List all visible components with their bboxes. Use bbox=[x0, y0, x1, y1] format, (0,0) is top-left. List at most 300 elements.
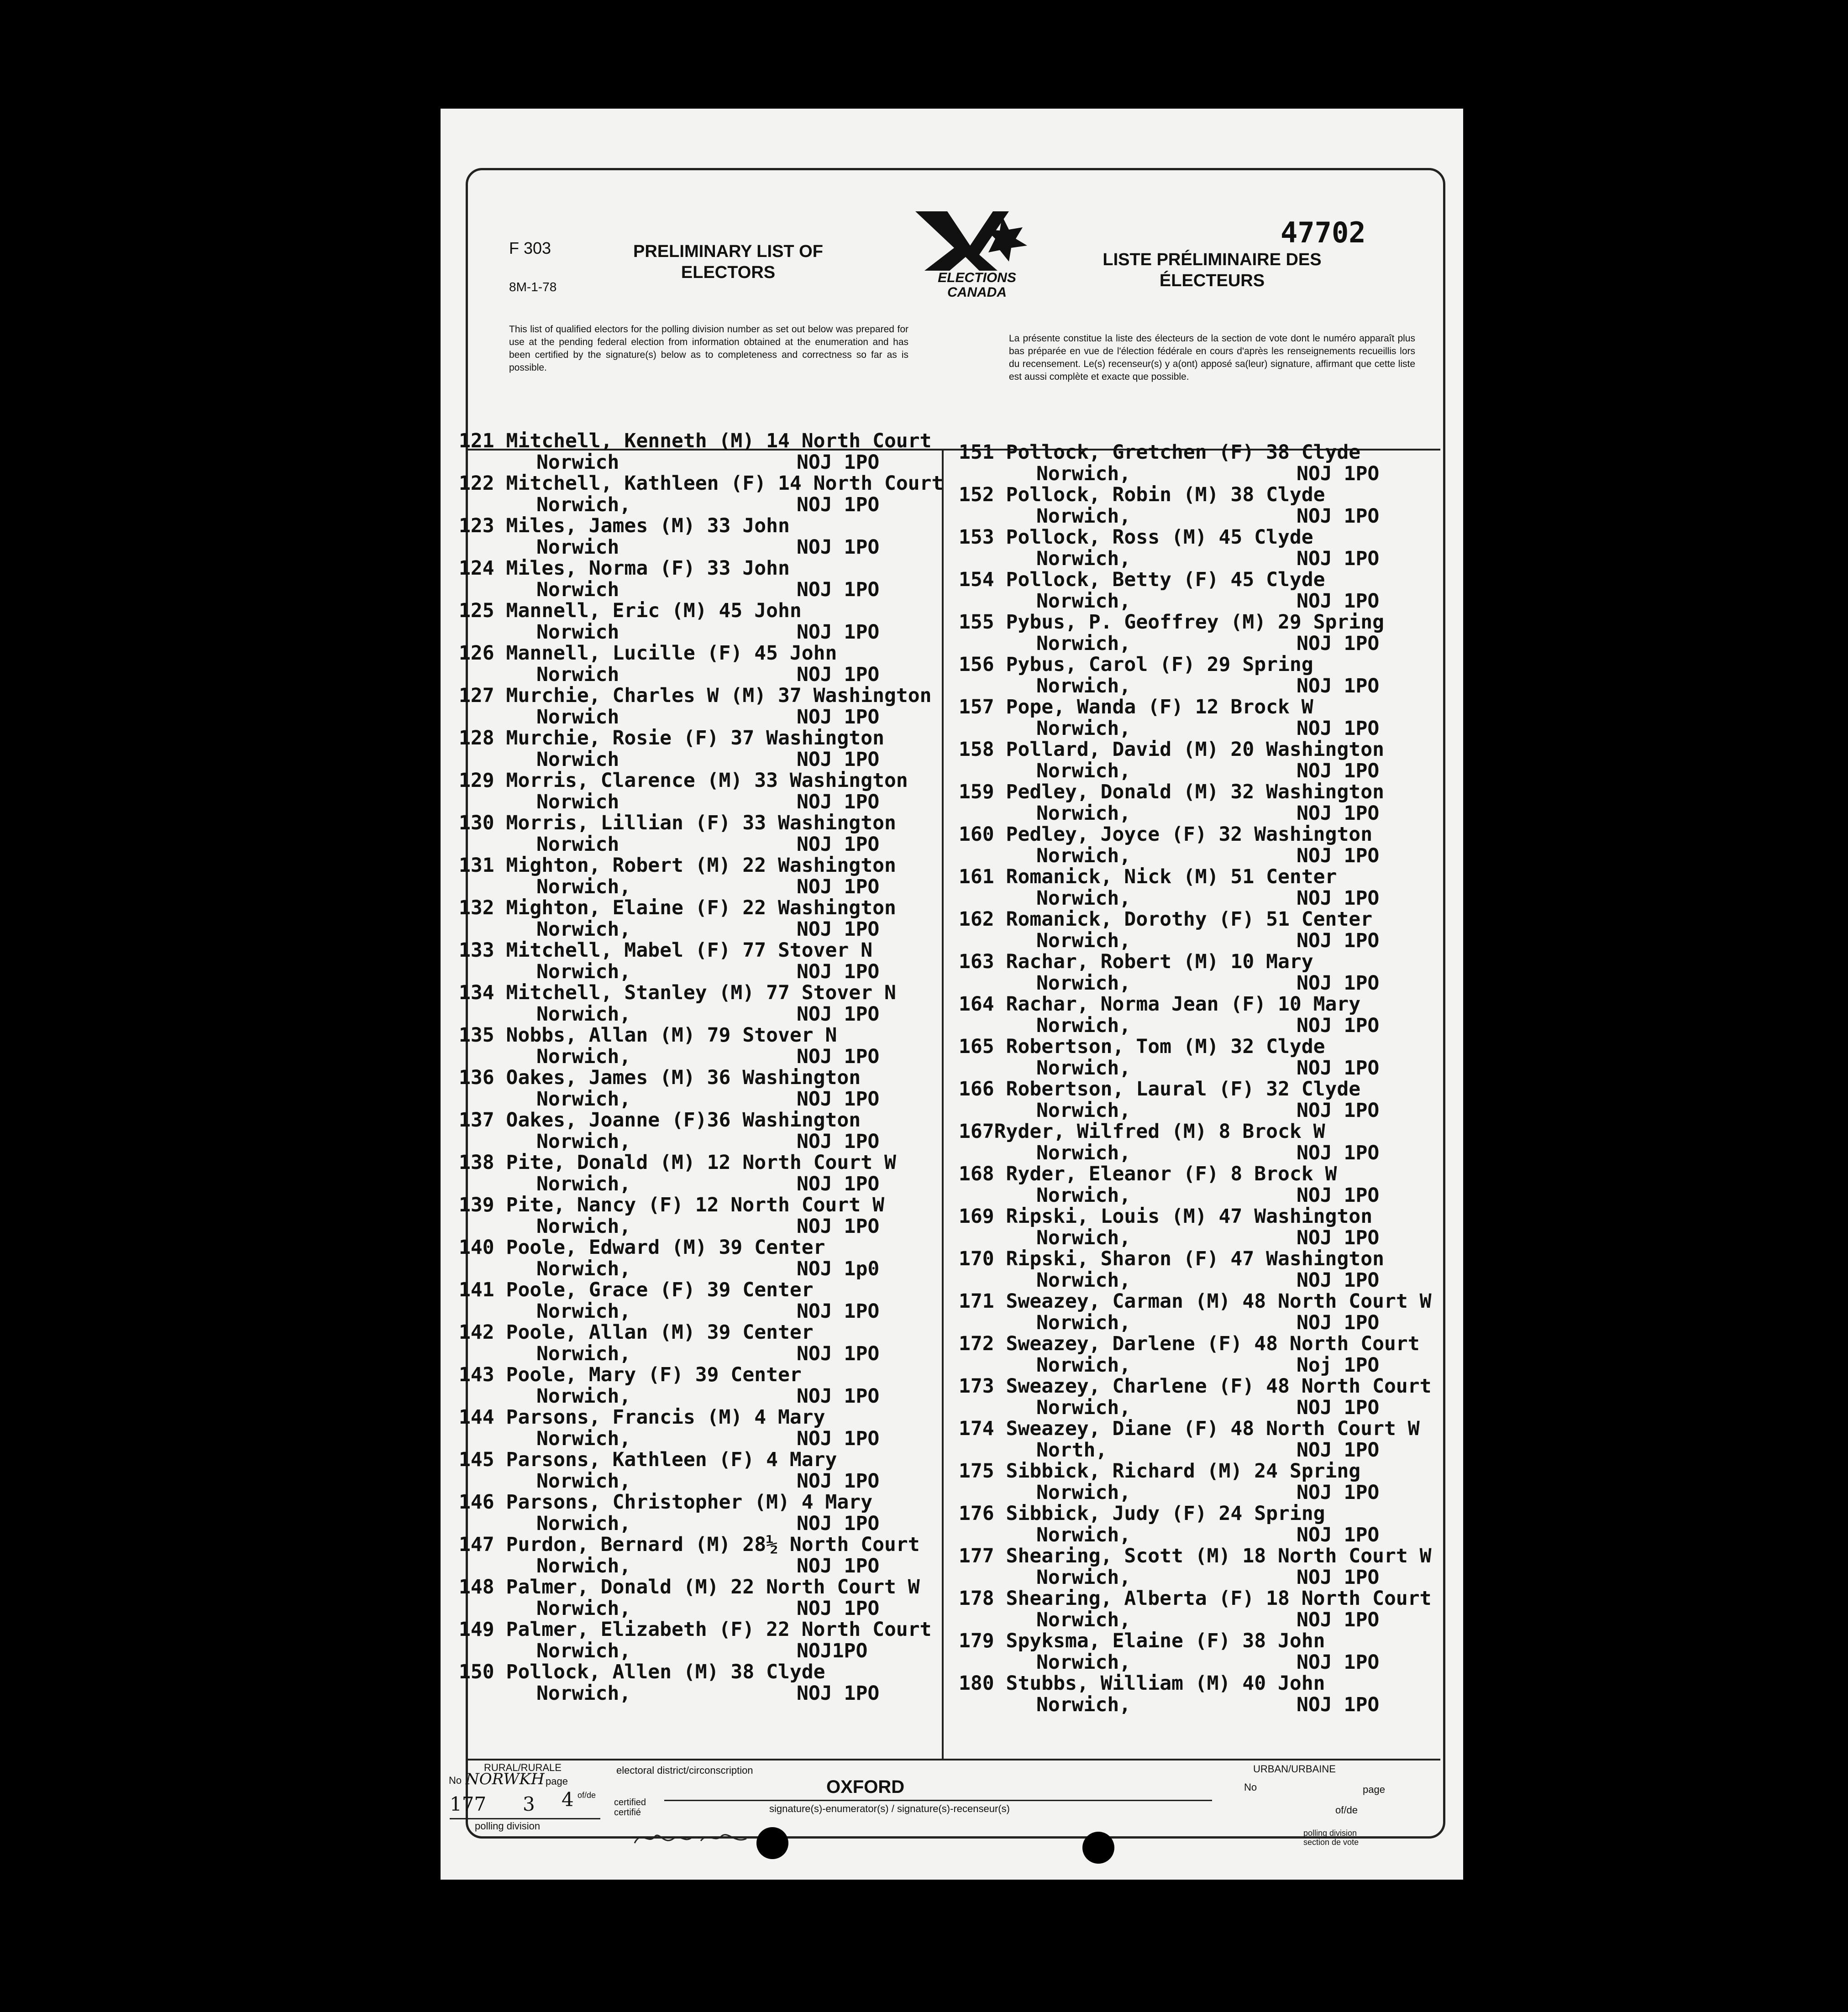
elector-town: Norwich, bbox=[536, 1639, 631, 1662]
elector-town: Norwich, bbox=[536, 1087, 631, 1111]
elector-town: Norwich bbox=[536, 705, 620, 728]
elector-name-address: 174 Sweazey, Diane (F) 48 North Court W bbox=[959, 1417, 1420, 1440]
polling-division-number: 177 bbox=[450, 1793, 487, 1815]
elector-name-address: 154 Pollock, Betty (F) 45 Clyde bbox=[959, 568, 1325, 591]
elector-town: Norwich, bbox=[1036, 1693, 1131, 1716]
elector-name-address: 155 Pybus, P. Geoffrey (M) 29 Spring bbox=[959, 611, 1384, 634]
elector-town-row bbox=[459, 1471, 943, 1492]
elector-town: Norwich, bbox=[536, 1172, 631, 1195]
urban-label: URBAN/URBAINE bbox=[1253, 1763, 1336, 1775]
elector-town: Norwich, bbox=[1036, 929, 1131, 952]
elector-town: Norwich, bbox=[536, 1045, 631, 1068]
elector-entry bbox=[459, 1067, 943, 1110]
elector-entry bbox=[459, 600, 943, 643]
elector-town-row bbox=[459, 876, 943, 898]
elector-town: Norwich, bbox=[536, 1597, 631, 1620]
elector-town-row bbox=[959, 1440, 1432, 1461]
elector-town-row bbox=[459, 452, 943, 473]
signature-line bbox=[664, 1800, 1212, 1801]
elector-town: Norwich, bbox=[536, 493, 631, 516]
elector-town-row bbox=[959, 1482, 1432, 1504]
elector-town-row bbox=[959, 718, 1432, 739]
elector-postal-code: NOJ 1PO bbox=[1297, 589, 1380, 613]
elector-name-address: 178 Shearing, Alberta (F) 18 North Court bbox=[959, 1587, 1432, 1610]
elector-town: Norwich, bbox=[1036, 1099, 1131, 1122]
elector-town-row bbox=[459, 579, 943, 601]
elector-name-address: 126 Mannell, Lucille (F) 45 John bbox=[459, 642, 837, 665]
elector-entry bbox=[459, 1364, 943, 1407]
elector-entry bbox=[459, 770, 943, 812]
elector-name-address: 144 Parsons, Francis (M) 4 Mary bbox=[459, 1406, 825, 1429]
elector-entry bbox=[959, 1503, 1432, 1546]
elector-name-address: 177 Shearing, Scott (M) 18 North Court W bbox=[959, 1545, 1432, 1567]
elector-name-address: 132 Mighton, Elaine (F) 22 Washington bbox=[459, 896, 896, 919]
elector-town-row bbox=[959, 1355, 1432, 1376]
elector-entry bbox=[959, 1206, 1432, 1248]
elector-town: Norwich, bbox=[1036, 1184, 1131, 1207]
elector-postal-code: NOJ 1PO bbox=[797, 705, 880, 728]
elector-town-row bbox=[959, 1270, 1432, 1291]
elector-postal-code: NOJ 1PO bbox=[797, 1512, 880, 1535]
elector-entry bbox=[959, 1376, 1432, 1418]
page-label: page bbox=[546, 1776, 568, 1787]
intro-french: La présente constitue la liste des électeurs de la section de vote dont le numéro apparaît plus bas préparée en vue de l'élection fédérale en cours d'après les renseignements recueillis lors du recensement. Le(s) recenseur(s) y a(ont) apposé sa(leur) signature, affirmant que cette liste est aussi complète et exacte que possible. bbox=[1009, 333, 1415, 382]
elector-entry bbox=[459, 685, 943, 728]
elector-town-row bbox=[959, 973, 1432, 994]
elector-town-row bbox=[459, 1216, 943, 1237]
elector-name-address: 141 Poole, Grace (F) 39 Center bbox=[459, 1278, 814, 1301]
elector-name-address: 162 Romanick, Dorothy (F) 51 Center bbox=[959, 908, 1373, 931]
elector-town-row bbox=[959, 760, 1432, 782]
elector-entry bbox=[959, 612, 1432, 654]
polling-division-line bbox=[450, 1818, 600, 1819]
elector-town: Norwich, bbox=[536, 1512, 631, 1535]
elector-name-address: 146 Parsons, Christopher (M) 4 Mary bbox=[459, 1491, 873, 1514]
elector-entry bbox=[459, 558, 943, 600]
elector-name-address: 157 Pope, Wanda (F) 12 Brock W bbox=[959, 696, 1313, 718]
elector-town-row bbox=[459, 707, 943, 728]
elector-town-row bbox=[459, 622, 943, 643]
elector-town: Norwich, bbox=[536, 1299, 631, 1323]
elector-town: North, bbox=[1036, 1438, 1108, 1462]
elector-town: Norwich, bbox=[1036, 1650, 1131, 1674]
elector-postal-code: NOJ 1PO bbox=[797, 451, 880, 474]
elector-town-row bbox=[959, 1312, 1432, 1334]
elector-town-row bbox=[459, 1174, 943, 1195]
elector-postal-code: NOJ 1PO bbox=[1297, 1650, 1380, 1674]
electors-column-left bbox=[459, 430, 943, 1704]
polling-division-label: polling division bbox=[475, 1820, 541, 1832]
elector-town: Norwich, bbox=[536, 1215, 631, 1238]
punch-hole-left bbox=[756, 1827, 788, 1859]
elector-town: Norwich, bbox=[1036, 504, 1131, 528]
elector-name-address: 129 Morris, Clarence (M) 33 Washington bbox=[459, 769, 908, 792]
elector-entry bbox=[959, 1461, 1432, 1503]
elector-name-address: 145 Parsons, Kathleen (F) 4 Mary bbox=[459, 1448, 837, 1471]
signature-label: signature(s)-enumerator(s) / signature(s)-recenseur(s) bbox=[769, 1803, 1010, 1814]
elector-name-address: 170 Ripski, Sharon (F) 47 Washington bbox=[959, 1247, 1384, 1270]
elector-postal-code: NOJ 1PO bbox=[797, 1427, 880, 1450]
urban-of-label: of/de bbox=[1335, 1804, 1358, 1816]
elector-town: Norwich bbox=[536, 833, 620, 856]
elector-name-address: 125 Mannell, Eric (M) 45 John bbox=[459, 599, 802, 622]
elector-name-address: 168 Ryder, Eleanor (F) 8 Brock W bbox=[959, 1163, 1337, 1185]
elector-postal-code: NOJ 1PO bbox=[797, 1045, 880, 1068]
of-pages: 4 bbox=[562, 1788, 574, 1811]
elector-entry bbox=[959, 527, 1432, 569]
elector-town-row bbox=[959, 1015, 1432, 1037]
urban-page-label: page bbox=[1363, 1784, 1385, 1795]
elector-town-row bbox=[959, 803, 1432, 824]
title-french: LISTE PRÉLIMINAIRE DES ÉLECTEURS bbox=[1102, 250, 1322, 290]
elector-town-row bbox=[959, 463, 1432, 485]
elector-name-address: 139 Pite, Nancy (F) 12 North Court W bbox=[459, 1194, 884, 1216]
elector-name-address: 148 Palmer, Donald (M) 22 North Court W bbox=[459, 1576, 920, 1598]
elector-name-address: 136 Oakes, James (M) 36 Washington bbox=[459, 1066, 861, 1089]
elector-town-row bbox=[459, 1598, 943, 1619]
elector-postal-code: NOJ 1PO bbox=[1297, 504, 1380, 528]
elector-entry bbox=[959, 1079, 1432, 1121]
form-number: F 303 bbox=[509, 239, 551, 257]
elector-town: Norwich bbox=[536, 535, 620, 559]
elector-entry bbox=[959, 1333, 1432, 1376]
elector-town-row bbox=[459, 1343, 943, 1365]
elector-postal-code: NOJ 1p0 bbox=[797, 1257, 880, 1280]
elector-entry bbox=[459, 728, 943, 770]
elector-town: Norwich, bbox=[1036, 632, 1131, 655]
elector-postal-code: NOJ 1PO bbox=[1297, 1056, 1380, 1079]
elector-town: Norwich bbox=[536, 451, 620, 474]
elector-town: Norwich, bbox=[536, 1342, 631, 1365]
elector-name-address: 151 Pollock, Gretchen (F) 38 Clyde bbox=[959, 441, 1361, 464]
elector-town-row bbox=[459, 749, 943, 770]
elector-postal-code: NOJ 1PO bbox=[1297, 1311, 1380, 1334]
elector-town-row bbox=[959, 845, 1432, 867]
elector-entry bbox=[459, 940, 943, 982]
elector-postal-code: NOJ 1PO bbox=[797, 748, 880, 771]
elector-entry bbox=[459, 1492, 943, 1534]
elector-town-row bbox=[459, 1556, 943, 1577]
elector-entry bbox=[459, 1279, 943, 1322]
elector-postal-code: NOJ 1PO bbox=[797, 1597, 880, 1620]
elector-town-row bbox=[959, 591, 1432, 612]
elector-postal-code: NOJ 1PO bbox=[1297, 1099, 1380, 1122]
elector-town: Norwich, bbox=[1036, 1566, 1131, 1589]
elector-town-row bbox=[959, 1185, 1432, 1206]
elector-postal-code: NOJ 1PO bbox=[1297, 802, 1380, 825]
elector-postal-code: NOJ 1PO bbox=[797, 833, 880, 856]
elector-name-address: 122 Mitchell, Kathleen (F) 14 North Court bbox=[459, 472, 944, 495]
elector-town-row bbox=[459, 961, 943, 983]
elector-town: Norwich, bbox=[1036, 674, 1131, 697]
elector-entry bbox=[459, 812, 943, 855]
elector-entry bbox=[959, 994, 1432, 1036]
elector-postal-code: NOJ 1PO bbox=[797, 1554, 880, 1577]
elector-town-row bbox=[959, 930, 1432, 952]
elector-entry bbox=[459, 1110, 943, 1152]
elector-name-address: 134 Mitchell, Stanley (M) 77 Stover N bbox=[459, 981, 896, 1004]
elector-town: Norwich, bbox=[1036, 971, 1131, 995]
elector-name-address: 179 Spyksma, Elaine (F) 38 John bbox=[959, 1630, 1325, 1652]
elector-town: Norwich, bbox=[1036, 802, 1131, 825]
elector-name-address: 152 Pollock, Robin (M) 38 Clyde bbox=[959, 483, 1325, 506]
elector-entry bbox=[959, 951, 1432, 994]
elector-town: Norwich, bbox=[1036, 1523, 1131, 1546]
elector-entry bbox=[459, 897, 943, 940]
elector-town-row bbox=[959, 1694, 1432, 1716]
elector-postal-code: NOJ 1PO bbox=[1297, 1438, 1380, 1462]
elector-entry bbox=[959, 697, 1432, 739]
elector-name-address: 175 Sibbick, Richard (M) 24 Spring bbox=[959, 1460, 1361, 1483]
elector-town: Norwich, bbox=[1036, 759, 1131, 782]
elector-name-address: 153 Pollock, Ross (M) 45 Clyde bbox=[959, 526, 1313, 549]
elector-name-address: 131 Mighton, Robert (M) 22 Washington bbox=[459, 854, 896, 877]
elector-town: Norwich, bbox=[536, 1427, 631, 1450]
sheet-number: 47702 bbox=[1281, 216, 1366, 249]
elector-name-address: 176 Sibbick, Judy (F) 24 Spring bbox=[959, 1502, 1325, 1525]
elector-postal-code: NOJ 1PO bbox=[797, 620, 880, 644]
elector-entry bbox=[959, 1546, 1432, 1588]
elector-entry bbox=[459, 1322, 943, 1364]
footer-rule bbox=[468, 1759, 1440, 1760]
elector-postal-code: NOJ 1PO bbox=[1297, 844, 1380, 867]
elector-town-row bbox=[459, 1386, 943, 1407]
elector-town: Norwich, bbox=[536, 1469, 631, 1493]
elector-postal-code: NOJ 1PO bbox=[1297, 1481, 1380, 1504]
punch-hole-right bbox=[1082, 1832, 1114, 1864]
elector-town-row bbox=[459, 834, 943, 855]
elector-entry bbox=[959, 442, 1432, 484]
elector-entry bbox=[459, 855, 943, 897]
elector-name-address: 161 Romanick, Nick (M) 51 Center bbox=[959, 865, 1337, 888]
elector-name-address: 159 Pedley, Donald (M) 32 Washington bbox=[959, 781, 1384, 803]
elector-town-row bbox=[959, 1227, 1432, 1249]
elector-entry bbox=[459, 643, 943, 685]
elector-town: Norwich, bbox=[1036, 1141, 1131, 1164]
elector-name-address: 167Ryder, Wilfred (M) 8 Brock W bbox=[959, 1120, 1325, 1143]
elector-postal-code: NOJ 1PO bbox=[1297, 1226, 1380, 1249]
elector-town: Norwich, bbox=[1036, 589, 1131, 613]
elector-entry bbox=[459, 1407, 943, 1449]
elector-town: Norwich bbox=[536, 748, 620, 771]
elector-town-row bbox=[459, 664, 943, 686]
elector-postal-code: NOJ1PO bbox=[797, 1639, 868, 1662]
elector-town: Norwich, bbox=[1036, 1014, 1131, 1037]
elector-entry bbox=[959, 569, 1432, 612]
elector-town: Norwich, bbox=[1036, 1353, 1131, 1377]
elector-name-address: 140 Poole, Edward (M) 39 Center bbox=[459, 1236, 825, 1259]
elector-entry bbox=[959, 1418, 1432, 1461]
elector-name-address: 169 Ripski, Louis (M) 47 Washington bbox=[959, 1205, 1373, 1228]
elector-name-address: 124 Miles, Norma (F) 33 John bbox=[459, 557, 790, 580]
elector-name-address: 135 Nobbs, Allan (M) 79 Stover N bbox=[459, 1024, 837, 1047]
elector-entry bbox=[959, 1248, 1432, 1291]
elector-town: Norwich, bbox=[1036, 844, 1131, 867]
elector-name-address: 138 Pite, Donald (M) 12 North Court W bbox=[459, 1151, 896, 1174]
elector-postal-code: NOJ 1PO bbox=[1297, 1014, 1380, 1037]
elector-entry bbox=[959, 909, 1432, 951]
enumerator-signature bbox=[632, 1825, 751, 1852]
elector-name-address: 121 Mitchell, Kenneth (M) 14 North Court bbox=[459, 430, 932, 452]
elector-entry bbox=[959, 866, 1432, 909]
elector-postal-code: NOJ 1PO bbox=[1297, 886, 1380, 910]
elector-town-row bbox=[459, 1004, 943, 1025]
elector-town: Norwich bbox=[536, 790, 620, 813]
title-english: PRELIMINARY LIST OF ELECTORS bbox=[633, 242, 823, 282]
elector-postal-code: NOJ 1PO bbox=[797, 1299, 880, 1323]
elector-town-row bbox=[959, 1609, 1432, 1631]
elector-town-row bbox=[959, 1397, 1432, 1419]
elector-name-address: 150 Pollock, Allen (M) 38 Clyde bbox=[459, 1661, 825, 1683]
elector-entry bbox=[459, 1577, 943, 1619]
elector-postal-code: NOJ 1PO bbox=[1297, 1566, 1380, 1589]
elector-postal-code: NOJ 1PO bbox=[797, 1384, 880, 1408]
elector-entry bbox=[959, 1291, 1432, 1333]
elector-name-address: 147 Purdon, Bernard (M) 28½ North Court bbox=[459, 1533, 920, 1556]
elector-entry bbox=[959, 1163, 1432, 1206]
elector-town: Norwich, bbox=[536, 960, 631, 983]
elector-postal-code: NOJ 1PO bbox=[1297, 547, 1380, 570]
elector-postal-code: NOJ 1PO bbox=[1297, 1608, 1380, 1631]
elector-town-row bbox=[459, 1046, 943, 1068]
elector-town-row bbox=[459, 1131, 943, 1153]
elector-town: Norwich, bbox=[536, 1257, 631, 1280]
district-label: electoral district/circonscription bbox=[616, 1765, 753, 1776]
elector-postal-code: NOJ 1PO bbox=[1297, 759, 1380, 782]
elector-town: Norwich, bbox=[536, 1554, 631, 1577]
elector-name-address: 173 Sweazey, Charlene (F) 48 North Court bbox=[959, 1375, 1432, 1398]
elector-town: Norwich, bbox=[1036, 547, 1131, 570]
page-number: 3 bbox=[523, 1793, 535, 1815]
elector-name-address: 164 Rachar, Norma Jean (F) 10 Mary bbox=[959, 993, 1361, 1016]
elector-town: Norwich, bbox=[1036, 1396, 1131, 1419]
elector-town: Norwich, bbox=[1036, 717, 1131, 740]
elector-postal-code: NOJ 1PO bbox=[797, 1172, 880, 1195]
form-date: 8M-1-78 bbox=[509, 280, 557, 294]
elector-entry bbox=[459, 1449, 943, 1492]
elector-entry bbox=[959, 1036, 1432, 1079]
elector-name-address: 171 Sweazey, Carman (M) 48 North Court W bbox=[959, 1290, 1432, 1313]
elector-name-address: 172 Sweazey, Darlene (F) 48 North Court bbox=[959, 1332, 1420, 1355]
elector-name-address: 156 Pybus, Carol (F) 29 Spring bbox=[959, 653, 1313, 676]
intro-english: This list of qualified electors for the polling division number as set out below was prepared for use at the pending federal election from information obtained at the enumeration and has been certified by the signature(s) below as to completeness and correctness so far as is possible. bbox=[509, 324, 908, 373]
urban-no-label: No bbox=[1244, 1781, 1257, 1793]
elector-entry bbox=[459, 1534, 943, 1577]
district-name: OXFORD bbox=[826, 1777, 905, 1797]
elector-postal-code: NOJ 1PO bbox=[1297, 674, 1380, 697]
elector-postal-code: NOJ 1PO bbox=[797, 1342, 880, 1365]
elector-entry bbox=[959, 654, 1432, 697]
elector-postal-code: NOJ 1PO bbox=[797, 875, 880, 898]
elector-name-address: 128 Murchie, Rosie (F) 37 Washington bbox=[459, 727, 884, 749]
elector-postal-code: NOJ 1PO bbox=[1297, 1268, 1380, 1292]
elector-town-row bbox=[459, 1258, 943, 1280]
elector-town-row bbox=[959, 1100, 1432, 1121]
elector-name-address: 160 Pedley, Joyce (F) 32 Washington bbox=[959, 823, 1373, 846]
elector-name-address: 163 Rachar, Robert (M) 10 Mary bbox=[959, 950, 1313, 973]
elector-name-address: 180 Stubbs, William (M) 40 John bbox=[959, 1672, 1325, 1695]
elector-entry bbox=[459, 1237, 943, 1279]
elector-postal-code: NOJ 1PO bbox=[797, 960, 880, 983]
elector-name-address: 165 Robertson, Tom (M) 32 Clyde bbox=[959, 1035, 1325, 1058]
elector-entry bbox=[459, 473, 943, 515]
elector-postal-code: NOJ 1PO bbox=[1297, 632, 1380, 655]
elector-town-row bbox=[959, 1652, 1432, 1673]
elector-postal-code: NOJ 1PO bbox=[1297, 1523, 1380, 1546]
elector-town-row bbox=[959, 1525, 1432, 1546]
elector-name-address: 130 Morris, Lillian (F) 33 Washington bbox=[459, 812, 896, 834]
elector-postal-code: NOJ 1PO bbox=[1297, 1396, 1380, 1419]
elector-postal-code: NOJ 1PO bbox=[797, 663, 880, 686]
elector-town: Norwich, bbox=[536, 1130, 631, 1153]
elector-entry bbox=[959, 781, 1432, 824]
elector-town: Norwich, bbox=[536, 1682, 631, 1705]
elector-postal-code: NOJ 1PO bbox=[1297, 462, 1380, 485]
elector-postal-code: NOJ 1PO bbox=[797, 790, 880, 813]
elector-postal-code: NOJ 1PO bbox=[797, 1682, 880, 1705]
certified-label: certified certifié bbox=[614, 1797, 646, 1818]
elector-entry bbox=[459, 1025, 943, 1067]
elector-entry bbox=[459, 982, 943, 1025]
elector-town-row bbox=[459, 791, 943, 813]
elector-town: Norwich, bbox=[1036, 1608, 1131, 1631]
elector-postal-code: NOJ 1PO bbox=[1297, 1184, 1380, 1207]
elector-postal-code: NOJ 1PO bbox=[797, 1130, 880, 1153]
elector-name-address: 137 Oakes, Joanne (F)36 Washington bbox=[459, 1109, 861, 1132]
elector-postal-code: NOJ 1PO bbox=[797, 493, 880, 516]
elector-entry bbox=[959, 739, 1432, 781]
elector-postal-code: NOJ 1PO bbox=[1297, 929, 1380, 952]
elector-entry bbox=[959, 1673, 1432, 1715]
elector-town-row bbox=[459, 1683, 943, 1704]
elector-postal-code: NOJ 1PO bbox=[797, 1469, 880, 1493]
elector-town-row bbox=[459, 494, 943, 516]
elector-town-row bbox=[959, 1142, 1432, 1164]
elector-entry bbox=[959, 1630, 1432, 1673]
elector-entry bbox=[959, 484, 1432, 527]
elector-town: Norwich bbox=[536, 663, 620, 686]
elector-town-row bbox=[459, 1428, 943, 1450]
elector-postal-code: NOJ 1PO bbox=[1297, 971, 1380, 995]
elector-name-address: 158 Pollard, David (M) 20 Washington bbox=[959, 738, 1384, 761]
elector-town: Norwich bbox=[536, 578, 620, 601]
elector-town: Norwich, bbox=[536, 875, 631, 898]
elector-town: Norwich, bbox=[1036, 886, 1131, 910]
elector-name-address: 142 Poole, Allan (M) 39 Center bbox=[459, 1321, 814, 1344]
elector-town-row bbox=[959, 506, 1432, 527]
rural-label: RURAL/RURALE bbox=[484, 1762, 562, 1773]
polling-division-label-fr: polling division section de vote bbox=[1303, 1829, 1359, 1847]
elector-town-row bbox=[459, 1089, 943, 1110]
elector-town: Norwich, bbox=[1036, 1311, 1131, 1334]
elector-entry bbox=[459, 430, 943, 473]
elector-postal-code: NOJ 1PO bbox=[1297, 717, 1380, 740]
elector-entry bbox=[459, 1661, 943, 1704]
elector-entry bbox=[959, 1588, 1432, 1630]
logo-text: ELECTIONS CANADA bbox=[938, 270, 1016, 300]
elector-town-row bbox=[459, 1301, 943, 1322]
elector-entry bbox=[459, 515, 943, 558]
elector-town-row bbox=[959, 888, 1432, 909]
elector-postal-code: NOJ 1PO bbox=[797, 917, 880, 941]
elector-postal-code: NOJ 1PO bbox=[1297, 1141, 1380, 1164]
elector-town-row bbox=[959, 548, 1432, 570]
elector-entry bbox=[959, 824, 1432, 866]
elector-postal-code: NOJ 1PO bbox=[797, 578, 880, 601]
elector-postal-code: NOJ 1PO bbox=[797, 1002, 880, 1026]
elector-town: Norwich, bbox=[1036, 462, 1131, 485]
elector-town: Norwich, bbox=[1036, 1481, 1131, 1504]
